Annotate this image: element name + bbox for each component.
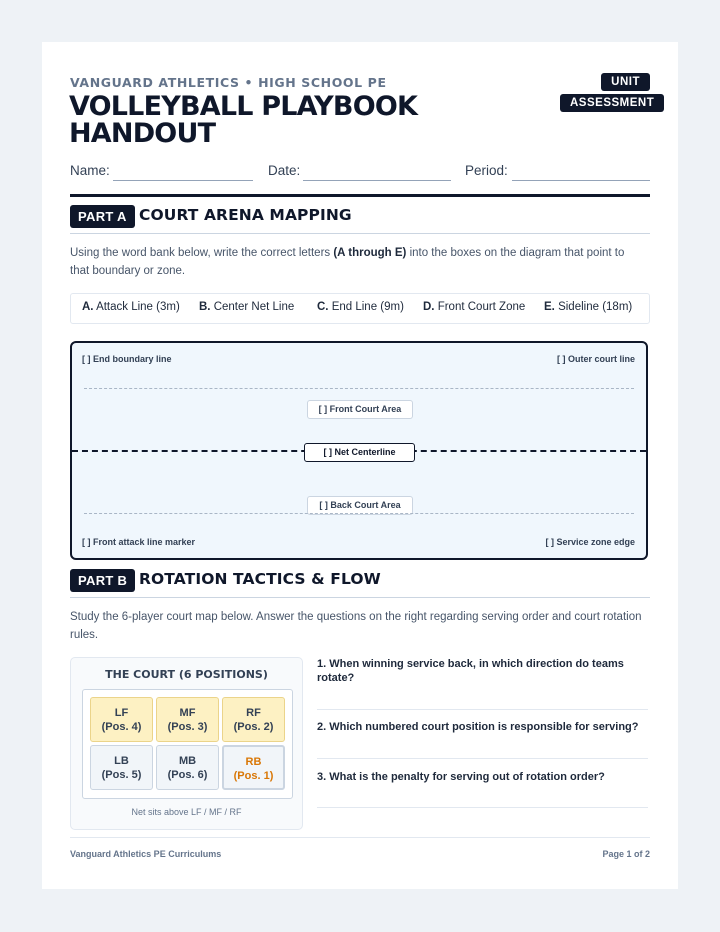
position-code: MF <box>179 707 196 719</box>
position-lf <box>90 697 153 742</box>
question-2: 2. Which numbered court position is responsible for serving? <box>317 721 639 733</box>
instructions-text-end: into the boxes on the diagram that point to that boundary or zone. <box>70 247 625 277</box>
school-kicker: VANGUARD ATHLETICS • HIGH SCHOOL PE <box>70 75 387 90</box>
position-number: (Pos. 1) <box>233 770 274 782</box>
date-line[interactable] <box>303 180 451 181</box>
position-code: LB <box>114 755 129 767</box>
word-bank-letter: B. <box>199 301 211 313</box>
part-b-instructions: Study the 6-player court map below. Answer the questions on the right regarding serving order and court rotation rules. <box>70 611 642 641</box>
court-diagram <box>70 341 648 560</box>
position-code: RF <box>246 707 261 719</box>
part-b-tag: PART B <box>70 569 135 592</box>
net-note: Net sits above LF / MF / RF <box>131 807 242 817</box>
net-centerline-box[interactable]: [ ] Net Centerline <box>304 443 415 462</box>
part-a-header <box>70 205 650 234</box>
word-bank-item <box>199 301 294 313</box>
answer-line-2[interactable] <box>317 758 648 759</box>
position-code: RB <box>245 756 262 768</box>
student-info-fields <box>70 163 650 185</box>
question-3: 3. What is the penalty for serving out of rotation order? <box>317 771 605 783</box>
word-bank-item <box>82 301 180 313</box>
answer-line-3[interactable] <box>317 807 648 808</box>
word-bank-letter: D. <box>423 301 435 313</box>
position-code: MB <box>178 755 197 767</box>
period-line[interactable] <box>512 180 650 181</box>
attack-line-bottom <box>84 513 634 514</box>
page-number: Page 1 of 2 <box>602 849 650 859</box>
word-bank-term: Front Court Zone <box>437 301 526 313</box>
service-zone-edge-label[interactable]: [ ] Service zone edge <box>545 537 635 547</box>
position-rb-server <box>222 745 285 790</box>
position-lb <box>90 745 153 790</box>
word-bank-term: Sideline (18m) <box>558 301 633 313</box>
page-title: VOLLEYBALL PLAYBOOK HANDOUT <box>69 91 418 149</box>
date-label: Date: <box>268 163 301 178</box>
word-bank-item <box>544 301 632 313</box>
part-b-title: ROTATION TACTICS & FLOW <box>139 570 381 588</box>
position-number: (Pos. 5) <box>101 769 142 781</box>
part-a-instructions <box>70 244 645 280</box>
position-grid <box>82 689 293 799</box>
end-boundary-label[interactable]: [ ] End boundary line <box>82 354 172 364</box>
name-label: Name: <box>70 163 110 178</box>
badge-label: UNIT ASSESSMENT <box>560 73 664 112</box>
header-divider <box>70 194 650 197</box>
answer-line-1[interactable] <box>317 709 648 710</box>
instructions-text: Using the word bank below, write the correct letters <box>70 247 334 259</box>
position-mf <box>156 697 219 742</box>
word-bank-term: Center Net Line <box>213 301 295 313</box>
attack-line-top <box>84 388 634 389</box>
front-attack-marker-label[interactable]: [ ] Front attack line marker <box>82 537 196 547</box>
word-bank-item <box>317 301 404 313</box>
word-bank-term: Attack Line (3m) <box>96 301 180 313</box>
back-court-area-box[interactable]: [ ] Back Court Area <box>307 496 413 515</box>
rotation-court-map <box>70 657 303 830</box>
part-a-title: COURT ARENA MAPPING <box>139 206 352 224</box>
position-code: LF <box>114 707 129 719</box>
footer-curriculum: Vanguard Athletics PE Curriculums <box>70 849 222 859</box>
unit-assessment-badge <box>560 72 655 114</box>
word-bank-letter: A. <box>82 301 94 313</box>
instructions-emphasis: (A through E) <box>333 247 407 259</box>
position-number: (Pos. 2) <box>233 721 274 733</box>
handout-page <box>42 42 678 889</box>
word-bank-term: End Line (9m) <box>331 301 404 313</box>
word-bank-letter: E. <box>544 301 555 313</box>
question-1: 1. When winning service back, in which direction do teams rotate? <box>317 658 624 684</box>
position-number: (Pos. 6) <box>167 769 208 781</box>
outer-court-label[interactable]: [ ] Outer court line <box>556 354 635 364</box>
rotation-court-title: THE COURT (6 POSITIONS) <box>105 668 268 681</box>
footer-divider <box>70 837 650 838</box>
word-bank-item <box>423 301 525 313</box>
front-court-area-box[interactable]: [ ] Front Court Area <box>307 400 413 419</box>
part-a-tag: PART A <box>70 205 135 228</box>
position-mb <box>156 745 219 790</box>
position-number: (Pos. 3) <box>167 721 208 733</box>
position-number: (Pos. 4) <box>101 721 142 733</box>
position-rf <box>222 697 285 742</box>
name-line[interactable] <box>113 180 253 181</box>
part-b-header <box>70 569 650 598</box>
period-label: Period: <box>465 163 508 178</box>
word-bank <box>70 293 650 324</box>
word-bank-letter: C. <box>317 301 329 313</box>
